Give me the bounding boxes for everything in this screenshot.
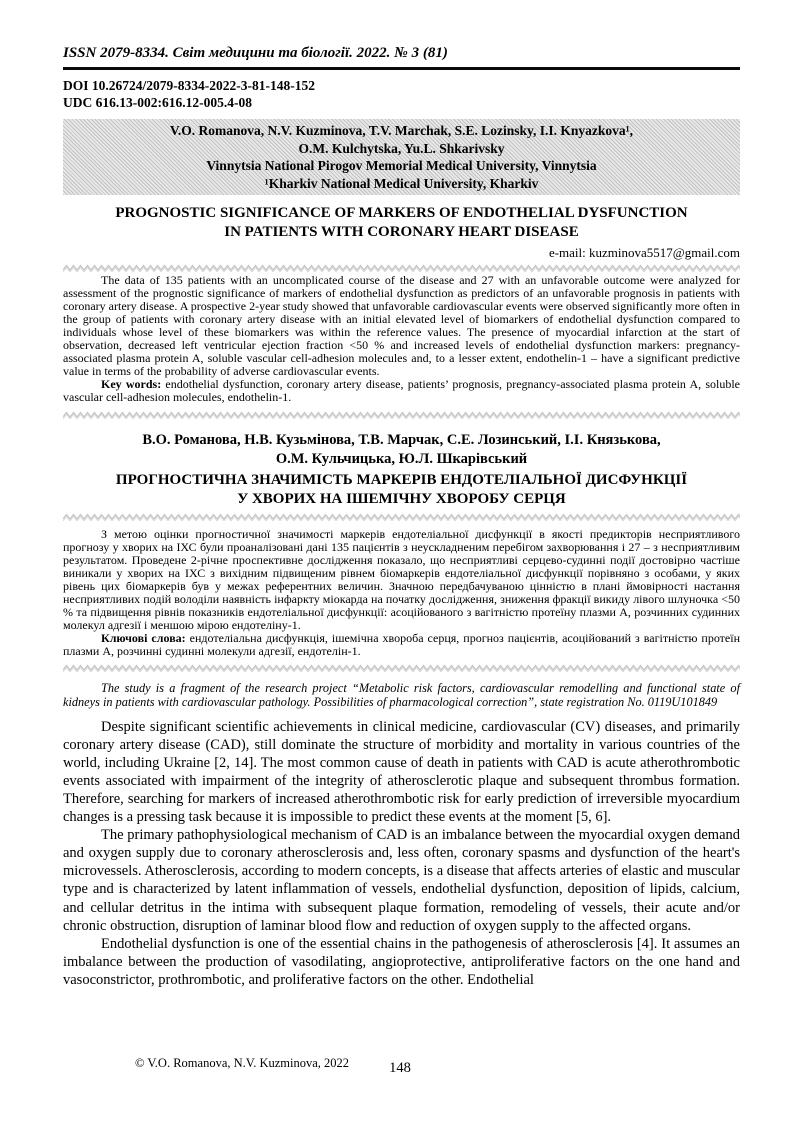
authors-ua <box>63 431 740 468</box>
authors-block-en <box>63 119 740 195</box>
zigzag-divider <box>63 513 740 521</box>
contact-email: e-mail: kuzminova5517@gmail.com <box>548 245 740 260</box>
affiliation-vinnytsia: Vinnytsia National Pirogov Memorial Medical University, Vinnytsia <box>206 158 597 173</box>
body-paragraph-2: The primary pathophysiological mechanism of CAD is an imbalance between the myocardial oxygen demand and oxygen supply due to coronary atherosclerosis and, less often, coronary spasms and dysfunction of the heart's microvessels. Atherosclerosis, according to modern concepts, is a disease that affects arteries of elastic and muscular type and is characterized by latent inflammation of vessels, endothelial dysfunction, deposition of lipids, calcium, and cellular detritus in the intima with subsequent plaque formation, remodeling of vessels, their acute and/or chronic obstruction, disruption of laminar blood flow and reduction of oxygen supply to the affected organs. <box>63 827 740 934</box>
zigzag-divider <box>63 411 740 419</box>
authors-ua-line1: В.О. Романова, Н.В. Кузьмінова, Т.В. Марчак, С.Е. Лозинський, І.І. Князькова, <box>142 432 661 448</box>
keywords-ua <box>63 632 740 658</box>
article-title-en-line2: IN PATIENTS WITH CORONARY HEART DISEASE <box>224 224 579 240</box>
footer-copyright: © V.O. Romanova, N.V. Kuzminova, 2022 <box>135 1056 350 1070</box>
keywords-en-text: endothelial dysfunction, coronary artery disease, patients’ prognosis, pregnancy-associated plasma protein A, soluble vascular cell-adhesion molecules, endothelin-1. <box>63 377 740 404</box>
abstract-ua: З метою оцінки прогностичної значимості маркерів ендотеліальної дисфункції в якості предикторів несприятливого прогнозу у хворих на ІХС були проаналізовані дані 135 пацієнтів з неускладненим перебігом захворювання і 27 – з несприятливим результатом. Проведене 2-річне проспективне дослідження показало, що несприятливі серцево-судинні події достовірно частіше виникали у хворих на ІХС з вихідним підвищеним рівнем біомаркерів ендотеліальної дисфункції порівняно з особами, у яких рівень цих біомаркерів був у межах референтних величин. Значною передбачуваною цінністю в плані ймовірності настання несприятливих подій володіли наявність інфаркту міокарда на початку дослідження, зниження фракції викиду лівого шлуночка <50 % та підвищення рівнів показників ендотеліальної дисфункції: асоційованого з вагітністю протеїну плазми А, розчинних судинних молекул адгезії і меншою мірою ендотеліну-1. <box>63 527 740 632</box>
doi-line: DOI 10.26724/2079-8334-2022-3-81-148-152 <box>63 78 315 93</box>
authors-en-line1: V.O. Romanova, N.V. Kuzminova, T.V. Marchak, S.E. Lozinsky, I.I. Knyazkova¹, <box>169 123 634 138</box>
article-title-ua <box>63 471 740 509</box>
article-title-en <box>63 204 740 242</box>
journal-issn-header: ISSN 2079-8334. Світ медицини та біології. 2022. № 3 (81) <box>63 45 740 70</box>
doi-udc-block <box>63 78 740 111</box>
zigzag-divider <box>63 664 740 672</box>
authors-en-line2: O.M. Kulchytska, Yu.L. Shkarivsky <box>298 140 505 156</box>
keywords-ua-label: Ключові слова: <box>101 631 186 645</box>
udc-line: UDC 616.13-002:616.12-005.4-08 <box>63 94 252 110</box>
article-title-ua-line2: У ХВОРИХ НА ІШЕМІЧНУ ХВОРОБУ СЕРЦЯ <box>237 491 566 507</box>
zigzag-divider <box>63 264 740 272</box>
keywords-en-label: Key words: <box>101 377 162 391</box>
affiliation-kharkiv: ¹Kharkiv National Medical University, Kharkiv <box>264 175 539 191</box>
abstract-en: The data of 135 patients with an uncomplicated course of the disease and 27 with an unfavorable outcome were analyzed for assessment of the prognostic significance of markers of endothelial dysfunction as predictors of an unfavorable prognosis in patients with coronary artery disease. A prospective 2-year study showed that unfavorable cardiovascular events were observed significantly more often in the group of patients with coronary artery disease with an initial elevated level of biomarkers of endothelial dysfunction compared to individuals whose level of these biomarkers was within the reference values. The presence of myocardial infarction at the start of observation, decreased left ventricular ejection fraction <50 % and increased levels of endothelial dysfunction markers: pregnancy-associated plasma protein A, soluble vascular cell-adhesion molecules and, to a lesser extent, endothelin-1 – have a significant predictive value in terms of the probability of adverse cardiovascular events. <box>63 273 740 378</box>
keywords-ua-text: ендотеліальна дисфункція, ішемічна хвороба серця, прогноз пацієнтів, асоційований з вагітністю протеїн плазми А, розчинні судинні молекули адгезії, ендотелін-1. <box>63 631 740 658</box>
article-title-en-line1: PROGNOSTIC SIGNIFICANCE OF MARKERS OF ENDOTHELIAL DYSFUNCTION <box>115 205 688 221</box>
page-number: 148 <box>389 1060 411 1076</box>
body-paragraph-3: Endothelial dysfunction is one of the essential chains in the pathogenesis of atherosclerosis [4]. It assumes an imbalance between the production of vasodilating, angioprotective, antiproliferative factors on the one hand and vasoconstrictor, prothrombotic, and proliferative factors on the other. Endothelial <box>63 935 740 988</box>
body-paragraph-1: Despite significant scientific achievements in clinical medicine, cardiovascular (CV) diseases, and primarily coronary artery disease (CAD), still dominate the structure of morbidity and mortality in various countries of the world, including Ukraine [2, 14]. The most common cause of death in patients with CAD is acute atherothrombotic events associated with impairment of the integrity of atherosclerotic plaque and subsequent thrombus formation. Therefore, searching for markers of increased atherothrombotic risk for early prediction of irreversible myocardium changes is a pressing task because it is impossible to predict these events at the moment [5, 6]. <box>63 718 740 826</box>
authors-ua-line2: О.М. Кульчицька, Ю.Л. Шкарівський <box>275 450 528 467</box>
research-project-note: The study is a fragment of the research project “Metabolic risk factors, cardiovascular remodelling and functional state of kidneys in patients with cardiovascular pathology. Possibilities of pharmacological correction”, state registration No. 0119U101849 <box>63 681 740 710</box>
article-title-ua-line1: ПРОГНОСТИЧНА ЗНАЧИМІСТЬ МАРКЕРІВ ЕНДОТЕЛІАЛЬНОЇ ДИСФУНКЦІЇ <box>115 472 688 488</box>
keywords-en <box>63 378 740 404</box>
